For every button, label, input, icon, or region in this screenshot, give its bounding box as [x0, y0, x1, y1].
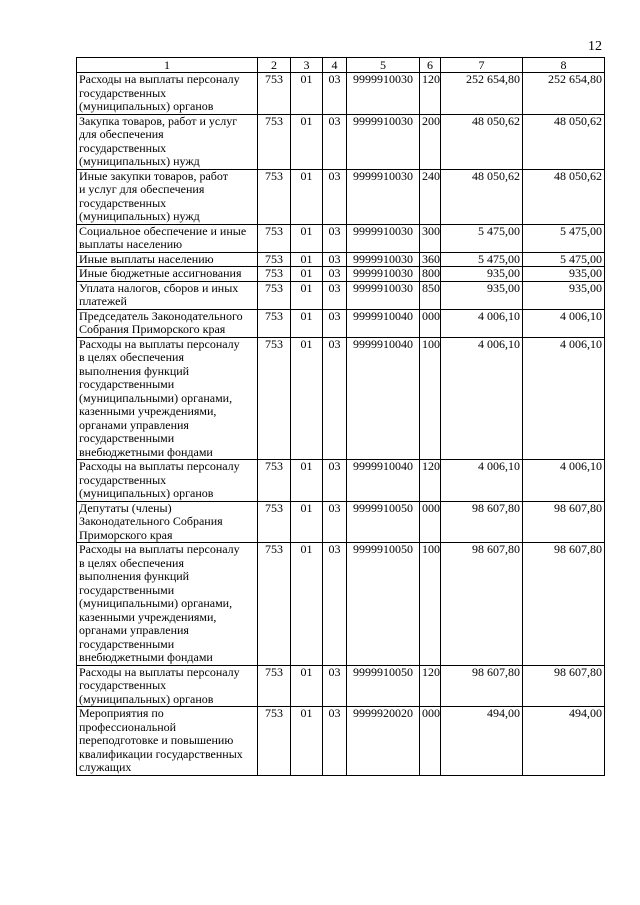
- amount-col7: 252 654,80: [441, 73, 523, 115]
- code-section: 01: [291, 460, 323, 502]
- table-row: [77, 543, 605, 666]
- header-cell: 4: [323, 58, 347, 73]
- code-gr: 753: [258, 73, 291, 115]
- row-description: Депутаты (члены) Законодательного Собрания Приморского края: [77, 501, 258, 543]
- amount-col8: 5 475,00: [523, 252, 605, 267]
- code-expense-type: 120: [420, 73, 441, 115]
- code-expense-type: 100: [420, 337, 441, 460]
- amount-col7: 98 607,80: [441, 543, 523, 666]
- code-target: 9999910030: [347, 281, 420, 309]
- amount-col8: 935,00: [523, 281, 605, 309]
- code-expense-type: 240: [420, 169, 441, 224]
- row-description: Закупка товаров, работ и услуг для обеспечения государственных (муниципальных) нужд: [77, 114, 258, 169]
- budget-table: [76, 57, 605, 776]
- code-target: 9999910050: [347, 665, 420, 707]
- code-target: 9999910030: [347, 73, 420, 115]
- amount-col8: 98 607,80: [523, 543, 605, 666]
- header-cell: 2: [258, 58, 291, 73]
- header-cell: 3: [291, 58, 323, 73]
- code-target: 9999910030: [347, 169, 420, 224]
- amount-col7: 98 607,80: [441, 665, 523, 707]
- amount-col8: 5 475,00: [523, 224, 605, 252]
- code-expense-type: 800: [420, 267, 441, 282]
- code-gr: 753: [258, 707, 291, 776]
- code-gr: 753: [258, 309, 291, 337]
- code-expense-type: 000: [420, 707, 441, 776]
- amount-col7: 4 006,10: [441, 460, 523, 502]
- table-row: [77, 337, 605, 460]
- table-row: [77, 169, 605, 224]
- row-description: Председатель Законодательного Собрания Приморского края: [77, 309, 258, 337]
- code-subsection: 03: [323, 73, 347, 115]
- code-subsection: 03: [323, 337, 347, 460]
- code-gr: 753: [258, 169, 291, 224]
- amount-col7: 935,00: [441, 267, 523, 282]
- amount-col7: 5 475,00: [441, 224, 523, 252]
- code-section: 01: [291, 267, 323, 282]
- code-section: 01: [291, 707, 323, 776]
- code-section: 01: [291, 501, 323, 543]
- code-section: 01: [291, 169, 323, 224]
- table-row: [77, 252, 605, 267]
- code-expense-type: 300: [420, 224, 441, 252]
- amount-col8: 4 006,10: [523, 337, 605, 460]
- amount-col7: 4 006,10: [441, 309, 523, 337]
- code-expense-type: 120: [420, 665, 441, 707]
- table-row: [77, 707, 605, 776]
- amount-col8: 98 607,80: [523, 665, 605, 707]
- code-section: 01: [291, 337, 323, 460]
- amount-col8: 252 654,80: [523, 73, 605, 115]
- code-target: 9999910040: [347, 337, 420, 460]
- table-row: [77, 460, 605, 502]
- code-subsection: 03: [323, 169, 347, 224]
- amount-col8: 4 006,10: [523, 309, 605, 337]
- code-gr: 753: [258, 252, 291, 267]
- header-cell: 6: [420, 58, 441, 73]
- code-target: 9999910040: [347, 309, 420, 337]
- header-cell: 1: [77, 58, 258, 73]
- table-row: [77, 281, 605, 309]
- code-subsection: 03: [323, 281, 347, 309]
- code-target: 9999920020: [347, 707, 420, 776]
- code-expense-type: 100: [420, 543, 441, 666]
- code-subsection: 03: [323, 707, 347, 776]
- row-description: Расходы на выплаты персоналу государственных (муниципальных) органов: [77, 460, 258, 502]
- code-section: 01: [291, 309, 323, 337]
- code-subsection: 03: [323, 224, 347, 252]
- header-cell: 8: [523, 58, 605, 73]
- amount-col8: 494,00: [523, 707, 605, 776]
- table-row: [77, 73, 605, 115]
- table-body: [77, 73, 605, 776]
- code-target: 9999910030: [347, 114, 420, 169]
- code-target: 9999910030: [347, 224, 420, 252]
- amount-col8: 98 607,80: [523, 501, 605, 543]
- code-gr: 753: [258, 543, 291, 666]
- code-subsection: 03: [323, 460, 347, 502]
- code-gr: 753: [258, 281, 291, 309]
- code-section: 01: [291, 543, 323, 666]
- amount-col7: 48 050,62: [441, 169, 523, 224]
- code-gr: 753: [258, 501, 291, 543]
- amount-col7: 935,00: [441, 281, 523, 309]
- table-row: [77, 114, 605, 169]
- row-description: Расходы на выплаты персоналу государственных (муниципальных) органов: [77, 665, 258, 707]
- row-description: Иные бюджетные ассигнования: [77, 267, 258, 282]
- row-description: Расходы на выплаты персоналу государственных (муниципальных) органов: [77, 73, 258, 115]
- code-section: 01: [291, 281, 323, 309]
- code-gr: 753: [258, 224, 291, 252]
- code-expense-type: 000: [420, 501, 441, 543]
- code-gr: 753: [258, 460, 291, 502]
- code-gr: 753: [258, 337, 291, 460]
- code-target: 9999910030: [347, 267, 420, 282]
- header-cell: 5: [347, 58, 420, 73]
- amount-col7: 4 006,10: [441, 337, 523, 460]
- amount-col8: 48 050,62: [523, 114, 605, 169]
- code-expense-type: 000: [420, 309, 441, 337]
- code-target: 9999910030: [347, 252, 420, 267]
- row-description: Мероприятия по профессиональной переподготовке и повышению квалификации государственных служащих: [77, 707, 258, 776]
- code-subsection: 03: [323, 543, 347, 666]
- code-subsection: 03: [323, 665, 347, 707]
- code-section: 01: [291, 114, 323, 169]
- amount-col7: 98 607,80: [441, 501, 523, 543]
- code-gr: 753: [258, 665, 291, 707]
- code-section: 01: [291, 252, 323, 267]
- code-gr: 753: [258, 267, 291, 282]
- table-row: [77, 267, 605, 282]
- code-gr: 753: [258, 114, 291, 169]
- code-subsection: 03: [323, 114, 347, 169]
- amount-col8: 48 050,62: [523, 169, 605, 224]
- code-subsection: 03: [323, 267, 347, 282]
- code-section: 01: [291, 665, 323, 707]
- row-description: Социальное обеспечение и иные выплаты населению: [77, 224, 258, 252]
- table-row: [77, 665, 605, 707]
- table-row: [77, 224, 605, 252]
- code-expense-type: 120: [420, 460, 441, 502]
- header-row: [77, 58, 605, 73]
- row-description: Расходы на выплаты персоналу в целях обеспечения выполнения функций государственными (муниципальными) органами, казенными учреждениями, органами управления государственными внебюджетными фондами: [77, 337, 258, 460]
- table-row: [77, 501, 605, 543]
- amount-col7: 48 050,62: [441, 114, 523, 169]
- amount-col7: 494,00: [441, 707, 523, 776]
- code-subsection: 03: [323, 501, 347, 543]
- amount-col8: 935,00: [523, 267, 605, 282]
- code-target: 9999910040: [347, 460, 420, 502]
- code-expense-type: 200: [420, 114, 441, 169]
- row-description: Расходы на выплаты персоналу в целях обеспечения выполнения функций государственными (муниципальными) органами, казенными учреждениями, органами управления государственными внебюджетными фондами: [77, 543, 258, 666]
- amount-col8: 4 006,10: [523, 460, 605, 502]
- amount-col7: 5 475,00: [441, 252, 523, 267]
- code-expense-type: 850: [420, 281, 441, 309]
- row-description: Уплата налогов, сборов и иных платежей: [77, 281, 258, 309]
- header-cell: 7: [441, 58, 523, 73]
- code-section: 01: [291, 224, 323, 252]
- table-row: [77, 309, 605, 337]
- row-description: Иные закупки товаров, работ и услуг для обеспечения государственных (муниципальных) нужд: [77, 169, 258, 224]
- code-subsection: 03: [323, 252, 347, 267]
- code-target: 9999910050: [347, 543, 420, 666]
- code-target: 9999910050: [347, 501, 420, 543]
- code-expense-type: 360: [420, 252, 441, 267]
- code-subsection: 03: [323, 309, 347, 337]
- row-description: Иные выплаты населению: [77, 252, 258, 267]
- code-section: 01: [291, 73, 323, 115]
- page-number: 12: [588, 39, 602, 54]
